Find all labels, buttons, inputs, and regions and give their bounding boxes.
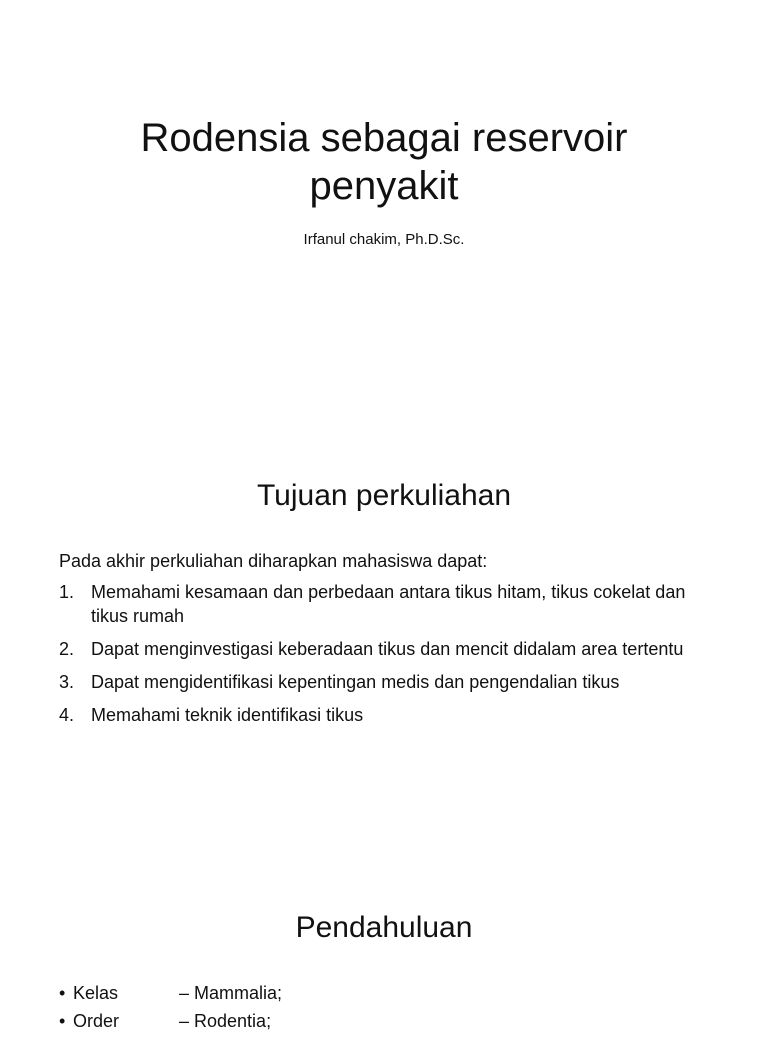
taxonomy-value: – Mammalia; (179, 983, 283, 1003)
list-number: 1. (59, 582, 75, 602)
list-item (59, 580, 719, 628)
slide-introduction (0, 890, 768, 1031)
taxonomy-term: Kelas (73, 983, 119, 1003)
taxonomy-list (59, 981, 719, 1037)
list-text: Dapat menginvestigasi keberadaan tikus dan mencit didalam area tertentu (91, 639, 684, 659)
taxonomy-term: Order (73, 1011, 120, 1031)
bullet-icon: • (59, 983, 66, 1003)
list-item (59, 981, 719, 1009)
objectives-intro: Pada akhir perkuliahan diharapkan mahasiswa dapat: (59, 551, 488, 571)
list-item (59, 1009, 719, 1037)
list-text: Memahami kesamaan dan perbedaan antara tikus hitam, tikus cokelat dan tikus rumah (91, 582, 686, 626)
author-subtitle: Irfanul chakim, Ph.D.Sc. (303, 231, 465, 248)
objectives-title: Tujuan perkuliahan (256, 479, 512, 512)
title-line-1: Rodensia sebagai reservoir (140, 116, 628, 160)
list-item (59, 637, 719, 661)
list-item (59, 670, 719, 694)
taxonomy-value: – Rodentia; (179, 1011, 272, 1031)
bullet-icon: • (59, 1011, 66, 1031)
list-number: 2. (59, 639, 75, 659)
presentation-title (40, 114, 728, 210)
slide-objectives (0, 450, 768, 780)
list-text: Dapat mengidentifikasi kepentingan medis dan pengendalian tikus (91, 672, 620, 692)
list-number: 4. (59, 705, 75, 725)
list-number: 3. (59, 672, 75, 692)
slide-title (0, 0, 768, 290)
introduction-title: Pendahuluan (295, 911, 473, 944)
list-item (59, 703, 719, 727)
list-text: Memahami teknik identifikasi tikus (91, 705, 364, 725)
title-line-2: penyakit (309, 164, 459, 208)
objectives-list (59, 580, 719, 736)
